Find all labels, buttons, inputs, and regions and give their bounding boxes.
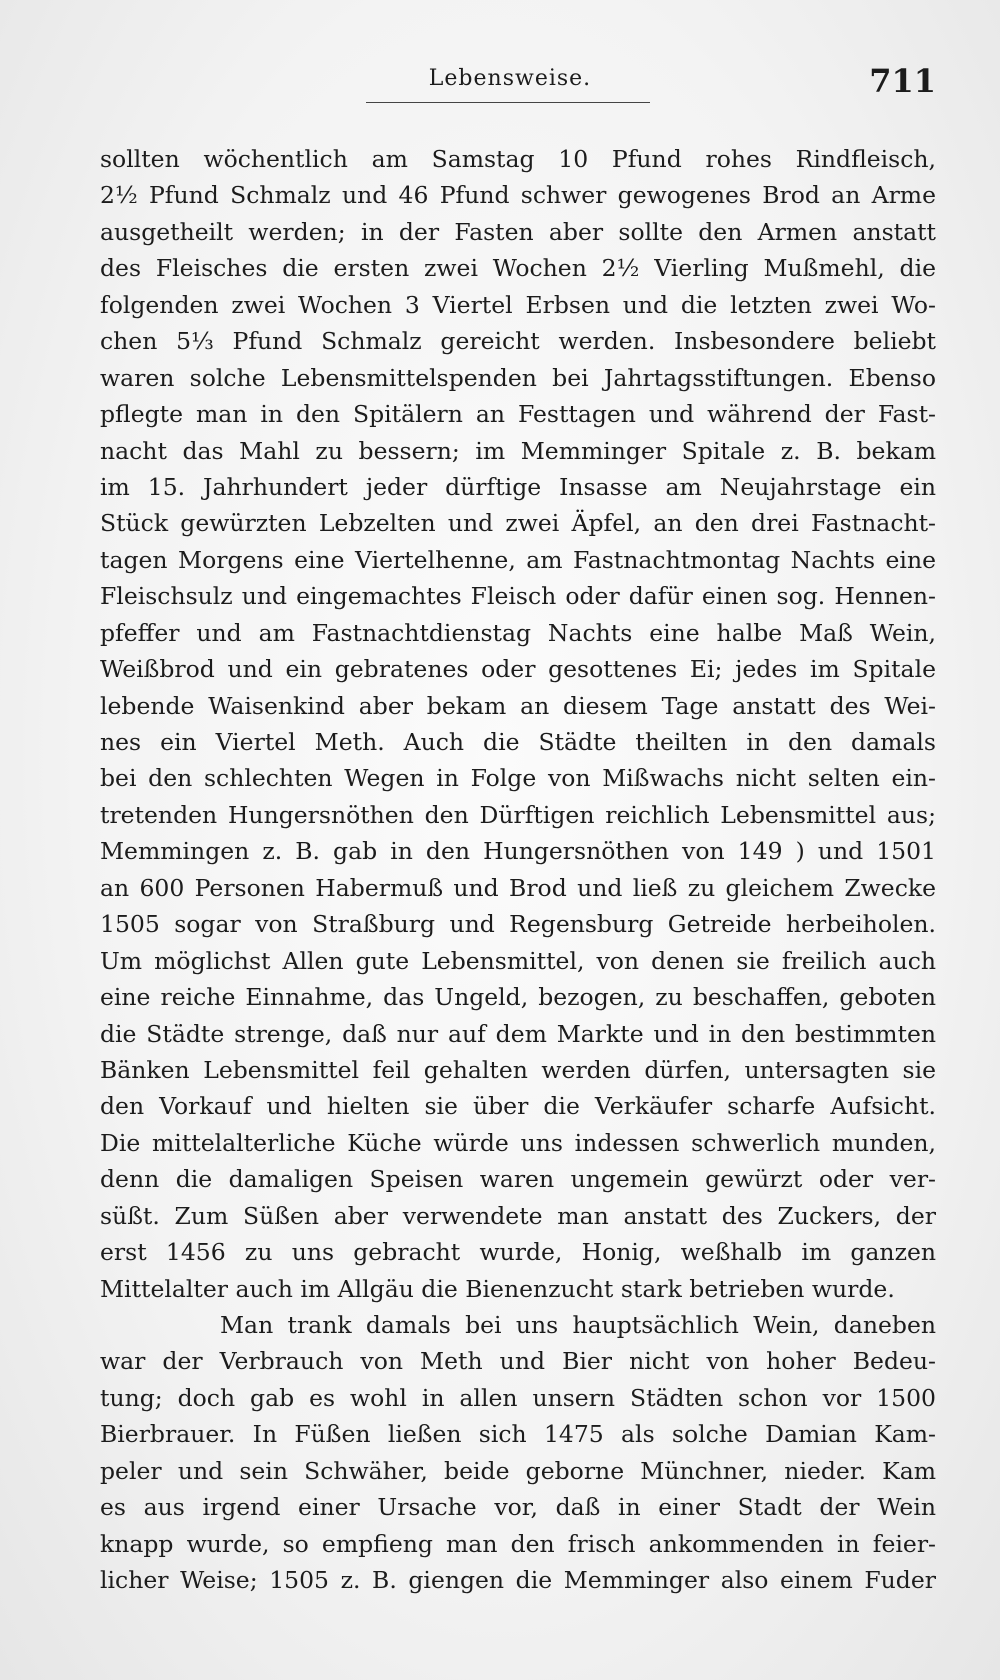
text-line: erst 1456 zu uns gebracht wurde, Honig, weßhalb im ganzen (100, 1238, 936, 1267)
text-line: pflegte man in den Spitälern an Festtagen und während der Fast- (100, 400, 936, 429)
text-line: Man trank damals bei uns hauptsächlich Wein, daneben (220, 1311, 936, 1339)
text-line: des Fleisches die ersten zwei Wochen 2½ Vierling Mußmehl, die (100, 254, 936, 283)
page-number: 711 (869, 62, 936, 100)
text-line: waren solche Lebensmittelspenden bei Jahrtagsstiftungen. Ebenso (100, 363, 936, 392)
text-line: 2½ Pfund Schmalz und 46 Pfund schwer gewogenes Brod an Arme (100, 181, 936, 210)
text-line: knapp wurde, so empfieng man den frisch ankommenden in feier- (100, 1529, 936, 1558)
text-line: bei den schlechten Wegen in Folge von Mißwachs nicht selten ein- (100, 764, 936, 793)
text-line: nes ein Viertel Meth. Auch die Städte theilten in den damals (100, 728, 936, 756)
running-head (0, 62, 1000, 106)
text-line: war der Verbrauch von Meth und Bier nicht von hoher Bedeu- (100, 1347, 936, 1376)
text-line: Bänken Lebensmittel feil gehalten werden dürfen, untersagten sie (100, 1055, 936, 1084)
text-line: Um möglichst Allen gute Lebensmittel, von denen sie freilich auch (100, 946, 936, 975)
text-line: chen 5⅓ Pfund Schmalz gereicht werden. Insbesondere beliebt (100, 327, 936, 356)
text-line: peler und sein Schwäher, beide geborne Münchner, nieder. Kam (100, 1456, 936, 1485)
running-title: Lebensweise. (428, 66, 592, 91)
text-line: Bierbrauer. In Füßen ließen sich 1475 als solche Damian Kam- (100, 1420, 936, 1449)
text-line: Mittelalter auch im Allgäu die Bienenzucht stark betrieben wurde. (100, 1274, 895, 1303)
text-line: lebende Waisenkind aber bekam an diesem Tage anstatt des Wei- (100, 691, 936, 720)
text-line: die Städte strenge, daß nur auf dem Markte und in den bestimmten (100, 1019, 936, 1048)
text-line: Die mittelalterliche Küche würde uns indessen schwerlich munden, (100, 1128, 936, 1157)
text-line: eine reiche Einnahme, das Ungeld, bezogen, zu beschaffen, geboten (100, 983, 936, 1012)
text-line: denn die damaligen Speisen waren ungemein gewürzt oder ver- (100, 1165, 936, 1194)
text-line: 1505 sogar von Straßburg und Regensburg Getreide herbeiholen. (100, 910, 936, 939)
text-line: Stück gewürzten Lebzelten und zwei Äpfel, an den drei Fastnacht- (100, 509, 936, 538)
text-line: Memmingen z. B. gab in den Hungersnöthen von 149 ) und 1501 (100, 837, 936, 866)
text-line: Fleischsulz und eingemachtes Fleisch oder dafür einen sog. Hennen- (100, 582, 936, 611)
text-line: pfeffer und am Fastnachtdienstag Nachts eine halbe Maß Wein, (100, 618, 936, 647)
text-line: süßt. Zum Süßen aber verwendete man anstatt des Zuckers, der (100, 1201, 936, 1230)
text-line: tretenden Hungersnöthen den Dürftigen reichlich Lebensmittel aus; (100, 800, 936, 829)
text-line: ausgetheilt werden; in der Fasten aber sollte den Armen anstatt (100, 217, 936, 246)
header-rule (366, 102, 650, 103)
text-line: nacht das Mahl zu bessern; im Memminger Spitale z. B. bekam (100, 436, 936, 465)
text-line: Weißbrod und ein gebratenes oder gesottenes Ei; jedes im Spitale (100, 655, 936, 684)
text-line: tung; doch gab es wohl in allen unsern Städten schon vor 1500 (100, 1383, 936, 1412)
text-line: folgenden zwei Wochen 3 Viertel Erbsen und die letzten zwei Wo- (100, 290, 936, 319)
text-line: es aus irgend einer Ursache vor, daß in einer Stadt der Wein (100, 1493, 936, 1522)
text-line: im 15. Jahrhundert jeder dürftige Insasse am Neujahrstage ein (100, 472, 936, 501)
text-line: sollten wöchentlich am Samstag 10 Pfund rohes Rindfleisch, (100, 145, 936, 173)
text-line: licher Weise; 1505 z. B. giengen die Memminger also einem Fuder (100, 1566, 936, 1595)
text-line: tagen Morgens eine Viertelhenne, am Fastnachtmontag Nachts eine (100, 545, 936, 574)
body-text (100, 141, 936, 1599)
text-line: den Vorkauf und hielten sie über die Verkäufer scharfe Aufsicht. (100, 1092, 936, 1121)
text-line: an 600 Personen Habermuß und Brod und ließ zu gleichem Zwecke (100, 873, 936, 902)
